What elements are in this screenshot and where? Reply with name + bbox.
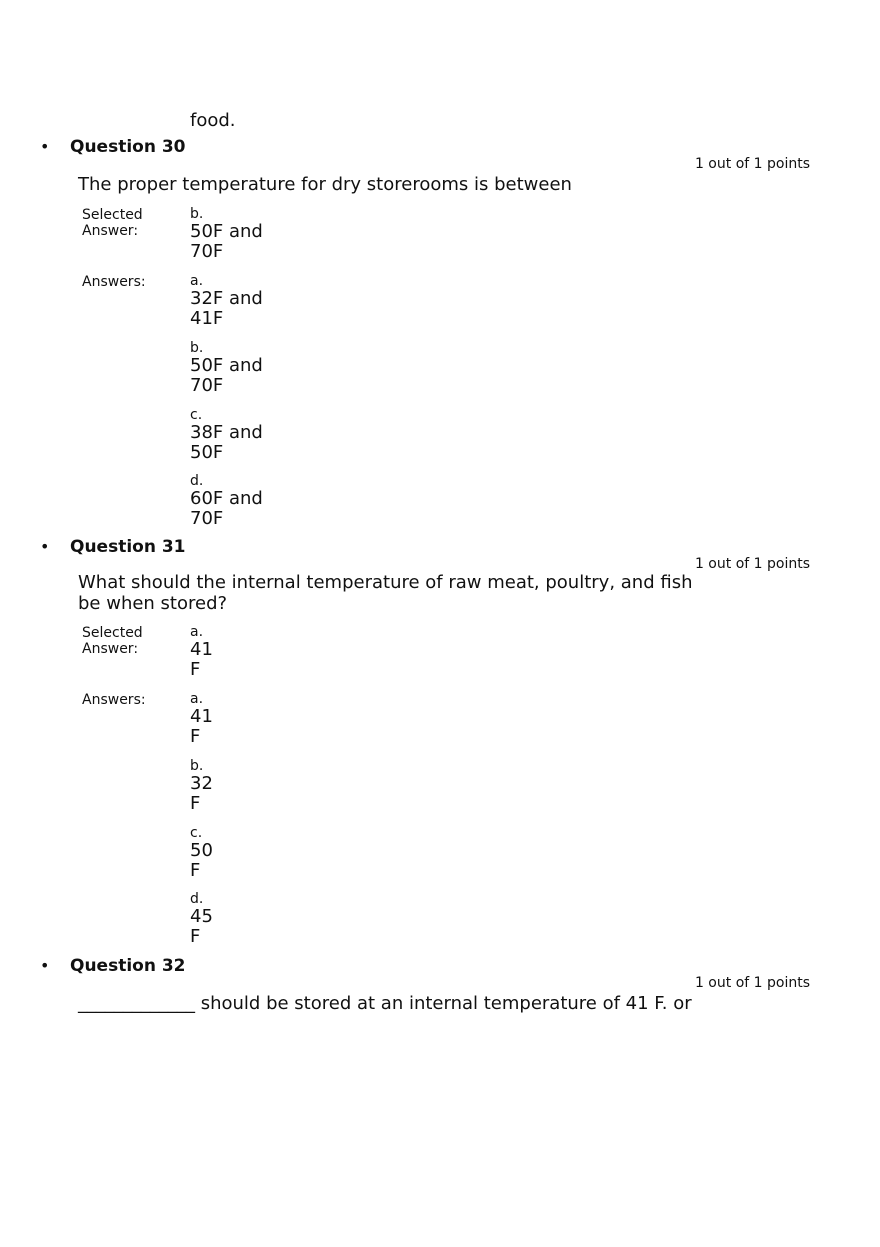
answer-option-d	[190, 891, 280, 947]
selected-answer-label: Selected Answer:	[82, 625, 143, 657]
answer-option-a	[190, 273, 280, 329]
answer-option-a	[190, 691, 280, 747]
answers-label: Answers:	[82, 274, 146, 290]
option-text: 50 F	[190, 840, 213, 881]
option-text: 50F and 70F	[190, 221, 263, 262]
bullet-icon: •	[40, 956, 50, 975]
option-letter: d.	[190, 891, 204, 907]
question-points: 1 out of 1 points	[694, 156, 810, 172]
question-title: Question 30	[70, 137, 186, 157]
question-title: Question 31	[70, 537, 186, 557]
option-letter: b.	[190, 758, 204, 774]
option-letter: c.	[190, 407, 203, 423]
selected-answer-label: Selected Answer:	[82, 207, 143, 239]
option-text: 50F and 70F	[190, 355, 263, 396]
answer-option-d	[190, 473, 280, 529]
answers-label: Answers:	[82, 692, 146, 708]
selected-answer	[190, 624, 280, 680]
option-text: 41 F	[190, 639, 213, 680]
answer-option-c	[190, 825, 280, 881]
option-letter: d.	[190, 473, 204, 489]
bullet-icon: •	[40, 137, 50, 156]
question-points: 1 out of 1 points	[694, 975, 810, 991]
option-letter: a.	[190, 691, 204, 707]
selected-answer	[190, 206, 280, 262]
answer-option-b	[190, 758, 280, 814]
option-text: 38F and 50F	[190, 422, 263, 463]
option-text: 32 F	[190, 773, 213, 814]
answer-option-c	[190, 407, 280, 463]
answer-option-b	[190, 340, 280, 396]
question-text: What should the internal temperature of raw meat, poultry, and fish be when stored?	[78, 572, 693, 614]
question-points: 1 out of 1 points	[694, 556, 810, 572]
question-title: Question 32	[70, 956, 186, 976]
question-text: The proper temperature for dry storerooms is between	[78, 174, 572, 195]
option-text: 60F and 70F	[190, 488, 263, 529]
question-text: _____________ should be stored at an internal temperature of 41 F. or	[78, 993, 692, 1014]
option-text: 41 F	[190, 706, 213, 747]
option-letter: b.	[190, 340, 204, 356]
option-text: 32F and 41F	[190, 288, 263, 329]
continued-answer-text: food.	[190, 110, 236, 131]
option-text: 45 F	[190, 906, 213, 947]
bullet-icon: •	[40, 537, 50, 556]
option-letter: b.	[190, 206, 204, 222]
option-letter: a.	[190, 624, 204, 640]
option-letter: c.	[190, 825, 203, 841]
option-letter: a.	[190, 273, 204, 289]
